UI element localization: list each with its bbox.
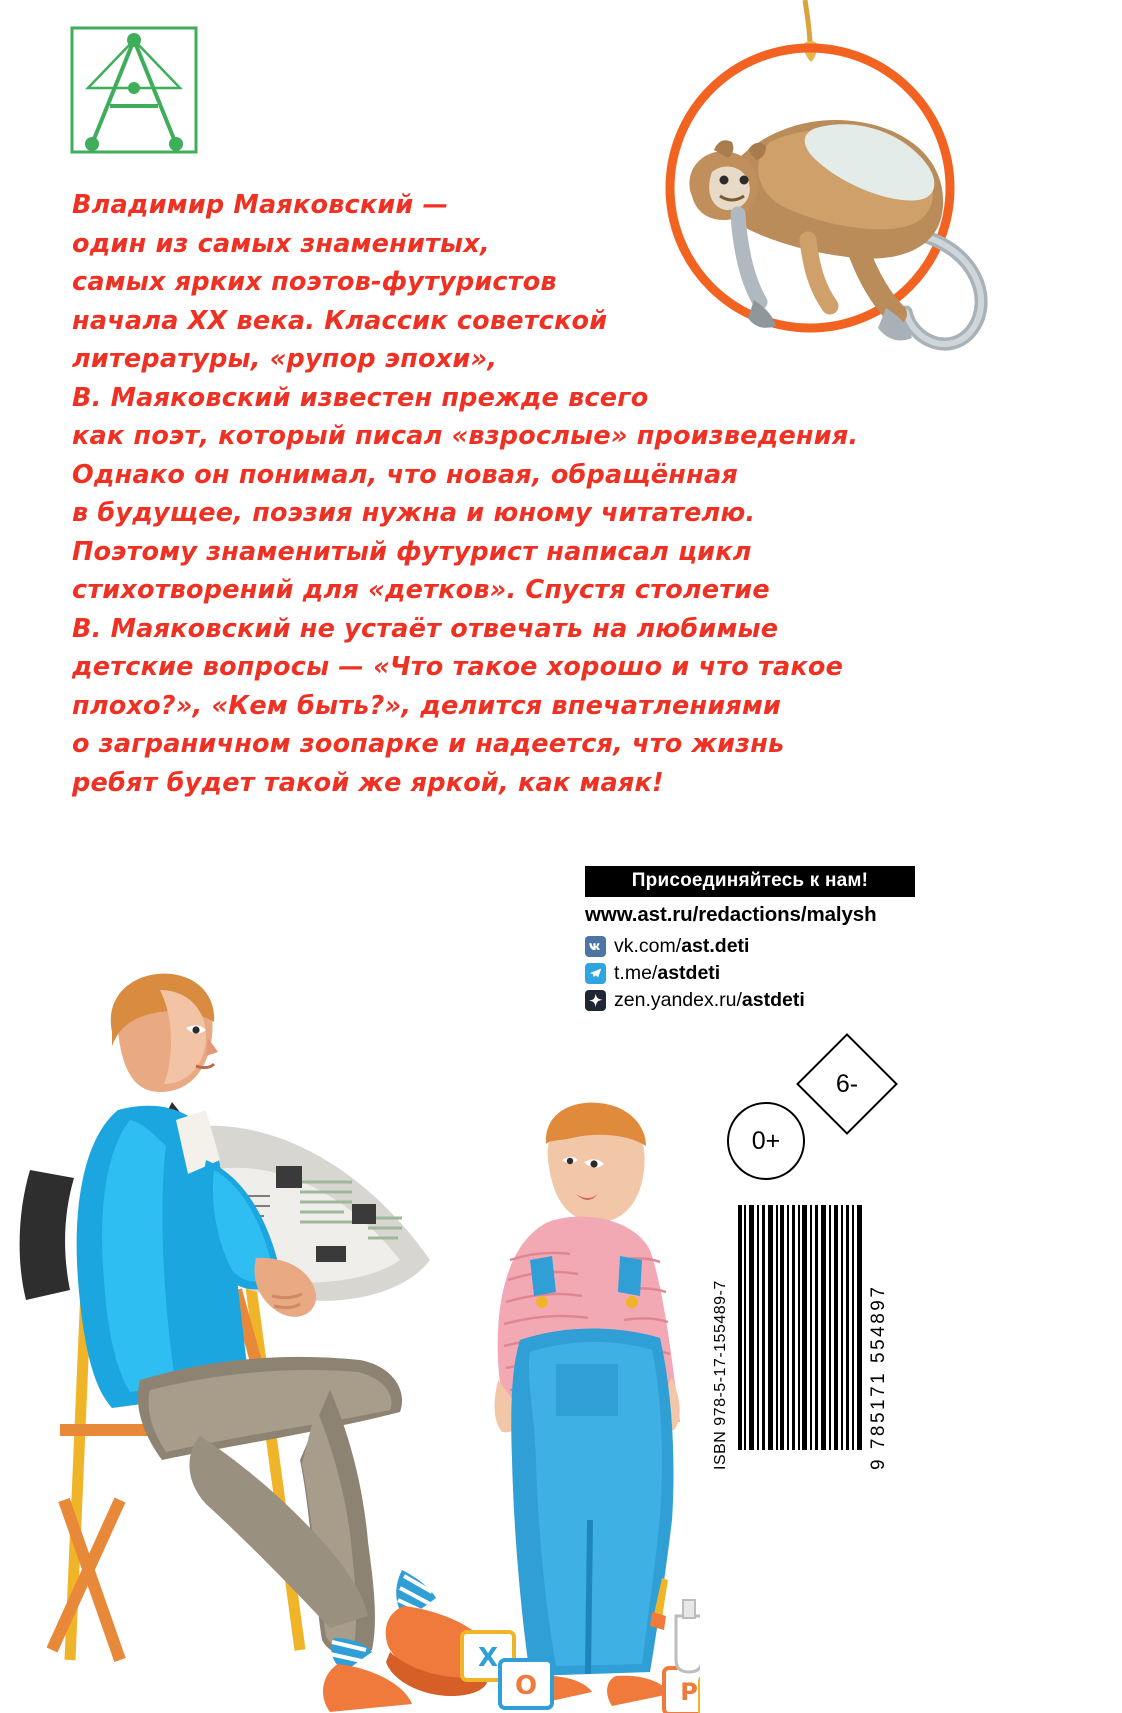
blurb-line: ребят будет такой же яркой, как маяк! — [72, 767, 664, 798]
age-mark-diamond — [795, 1032, 899, 1136]
blurb-line: о заграничном зоопарке и надеется, что жизнь — [72, 729, 785, 759]
blurb-line: детские вопросы — «Что такое хорошо и что такое — [72, 652, 844, 682]
blurb-line: литературы, «рупор эпохи», — [72, 344, 498, 374]
publisher-website[interactable]: www.ast.ru/redactions/malysh — [585, 903, 877, 926]
ast-publisher-logo — [70, 26, 198, 154]
social-link-telegram-text: t.me/astdeti — [614, 962, 721, 984]
svg-text:Х: Х — [477, 1643, 499, 1673]
blurb-line: как поэт, который писал «взрослые» произведения. — [72, 421, 859, 451]
age-mark-circle — [727, 1102, 805, 1180]
social-link-zen-text: zen.yandex.ru/astdeti — [614, 989, 805, 1011]
blurb-line: Поэтому знаменитый футурист написал цикл — [72, 536, 752, 567]
blurb-line: Однако он понимал, что новая, обращённая — [72, 459, 738, 490]
barcode-block — [712, 1205, 897, 1475]
blurb-line: В. Маяковский не устаёт отвечать на любимые — [72, 613, 779, 644]
blurb-line: начала XX века. Классик советской — [72, 305, 608, 336]
man-reading-newspaper-and-boy-illustration — [0, 960, 700, 1713]
barcode-bars — [738, 1205, 864, 1450]
blurb-line: стихотворений для «детков». Спустя столетие — [72, 575, 770, 605]
social-link-vk-text: vk.com/ast.deti — [614, 935, 750, 957]
vk-icon — [585, 936, 606, 957]
blurb-line: В. Маяковский известен прежде всего — [72, 382, 649, 413]
join-us-banner: Присоединяйтесь к нам! — [585, 866, 915, 897]
svg-text:О: О — [514, 1671, 538, 1701]
age-mark-diamond-label: 6- — [835, 1069, 859, 1098]
isbn-label: ISBN 978-5-17-155489-7 — [712, 1280, 729, 1470]
blurb-line: в будущее, поэзия нужна и юному читателю. — [72, 498, 756, 528]
svg-text:Р: Р — [680, 1678, 698, 1706]
blurb-line: плохо?», «Кем быть?», делится впечатлениями — [72, 690, 782, 721]
blurb-line: один из самых знаменитых, — [72, 228, 490, 259]
social-link-vk[interactable] — [585, 934, 915, 959]
blurb-text — [72, 186, 932, 802]
blurb-line: самых ярких поэтов-футуристов — [72, 267, 557, 297]
age-mark-circle-label: 0+ — [751, 1126, 781, 1155]
blurb-line: Владимир Маяковский — — [72, 190, 449, 220]
barcode-digits: 9 785171 554897 — [868, 1284, 889, 1470]
